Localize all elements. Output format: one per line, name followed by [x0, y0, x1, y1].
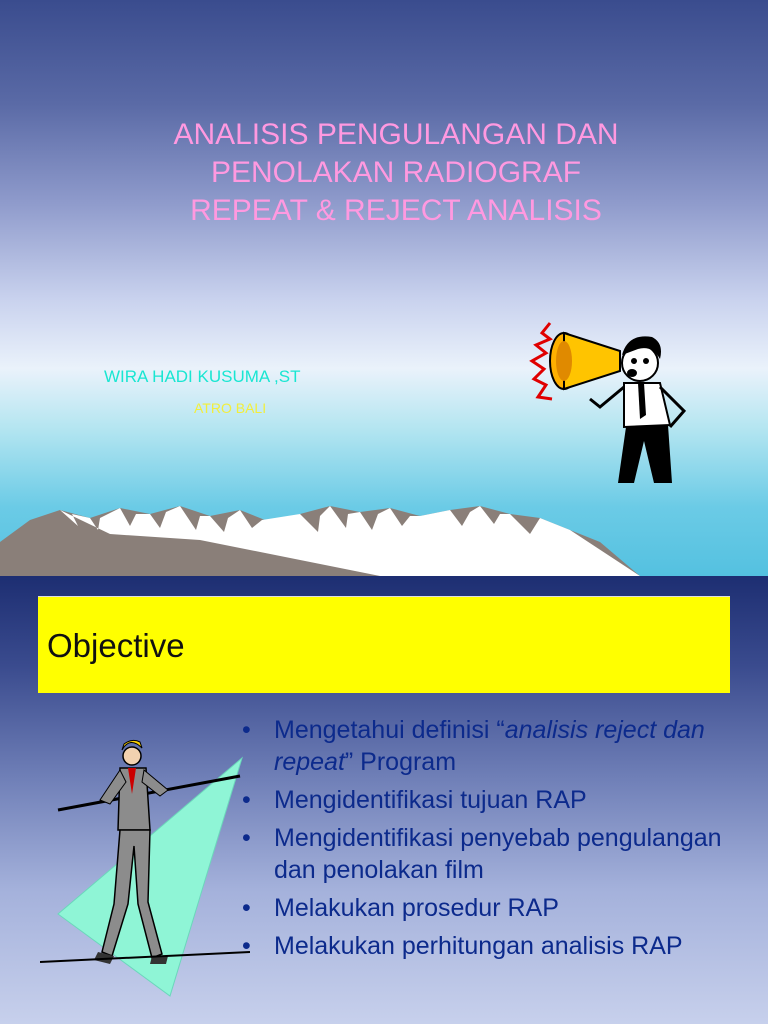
bullet-text: Melakukan prosedur RAP	[274, 894, 559, 922]
bullet-icon: •	[242, 716, 251, 744]
list-item	[240, 930, 760, 962]
bullet-icon: •	[242, 894, 251, 922]
bullet-text: Mengidentifikasi tujuan RAP	[274, 786, 587, 814]
snowy-mountains-illustration	[0, 470, 768, 576]
objective-slide	[0, 576, 768, 1024]
title-line-1: ANALISIS PENGULANGAN DAN	[173, 118, 619, 151]
objective-heading: Objective	[47, 627, 185, 664]
bullet-icon: •	[242, 932, 251, 960]
bullet-text-prefix: Mengetahui definisi “	[274, 716, 505, 744]
title-line-3: REPEAT & REJECT ANALISIS	[190, 194, 602, 227]
list-item	[240, 892, 760, 924]
objective-list	[240, 714, 760, 968]
bullet-text: Mengidentifikasi penyebab pengulangan dan penolakan film	[274, 824, 722, 884]
bullet-text: Melakukan perhitungan analisis RAP	[274, 932, 683, 960]
list-item	[240, 822, 760, 886]
bullet-text-suffix: ” Program	[344, 748, 457, 776]
objective-heading-box	[38, 596, 730, 693]
list-item	[240, 714, 760, 778]
author-name: WIRA HADI KUSUMA ,ST	[104, 367, 301, 386]
bullet-icon: •	[242, 786, 251, 814]
title-line-2: PENOLAKAN RADIOGRAF	[210, 156, 582, 189]
organization-name: ATRO BALI	[194, 400, 267, 416]
slide-title	[60, 116, 732, 230]
tightrope-walker-illustration	[40, 734, 250, 1014]
megaphone-man-illustration	[520, 315, 700, 495]
bullet-text-italic: analisis reject dan repeat	[274, 716, 705, 776]
bullet-icon: •	[242, 824, 251, 852]
list-item	[240, 784, 760, 816]
